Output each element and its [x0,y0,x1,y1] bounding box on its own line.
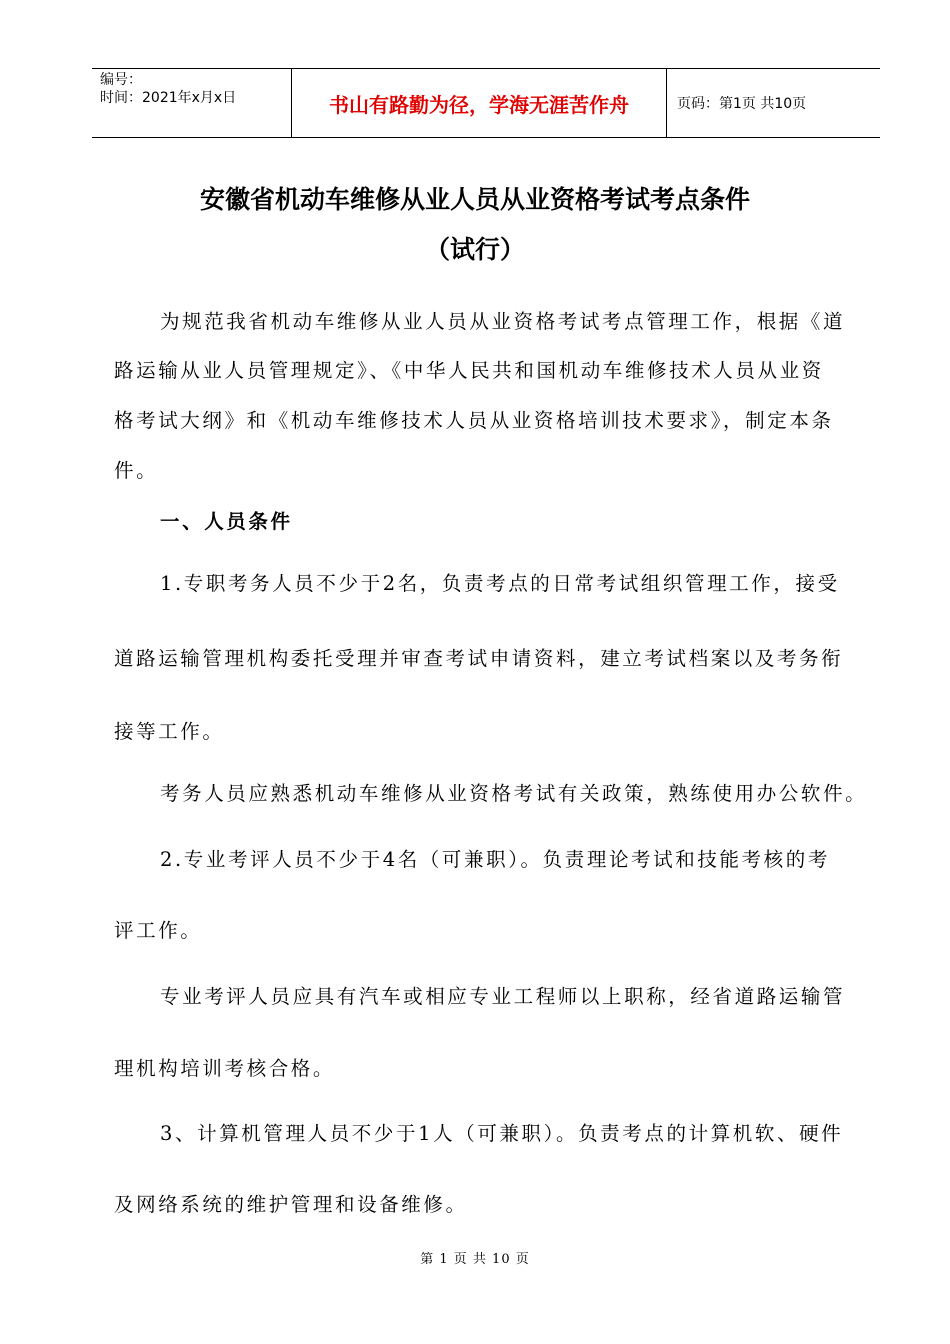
page-header [92,68,880,138]
section-heading-personnel: 一、人员条件 [160,510,293,533]
intro-line-3: 格考试大纲》和《机动车维修技术人员从业资格培训技术要求》，制定本条 [114,409,834,432]
item3-line-2: 及网络系统的维护管理和设备维修。 [114,1193,468,1216]
item1-line-1: 1.专职考务人员不少于2名，负责考点的日常考试组织管理工作，接受 [160,572,840,595]
header-page-info: 页码：第1页 共10页 [677,96,807,112]
intro-line-2: 路运输从业人员管理规定》、《中华人民共和国机动车维修技术人员从业资 [114,359,824,382]
item2-line-1: 2.专业考评人员不少于4名（可兼职）。负责理论考试和技能考核的考 [160,848,830,871]
item2-line-3: 专业考评人员应具有汽车或相应专业工程师以上职称，经省道路运输管 [160,985,846,1008]
item1-line-2: 道路运输管理机构委托受理并审查考试申请资料，建立考试档案以及考务衔 [114,647,844,670]
item1-line-4: 考务人员应熟悉机动车维修从业资格考试有关政策，熟练使用办公软件。 [160,782,868,805]
document-subtitle: （试行） [424,235,525,264]
document-number-label: 编号： [100,72,142,88]
item1-line-3: 接等工作。 [114,720,225,743]
item2-line-4: 理机构培训考核合格。 [114,1057,336,1080]
item2-line-2: 评工作。 [114,919,203,942]
page-footer: 第 1 页 共 10 页 [420,1252,530,1267]
header-motto: 书山有路勤为径，学海无涯苦作舟 [292,69,667,137]
intro-line-4: 件。 [114,459,159,482]
intro-line-1: 为规范我省机动车维修从业人员从业资格考试考点管理工作，根据《道 [160,310,846,333]
header-meta [92,69,292,137]
item3-line-1: 3、计算机管理人员不少于1人（可兼职）。负责考点的计算机软、硬件 [160,1122,844,1145]
document-time-label: 时间：2021年x月x日 [100,90,237,106]
document-title: 安徽省机动车维修从业人员从业资格考试考点条件 [199,185,750,214]
